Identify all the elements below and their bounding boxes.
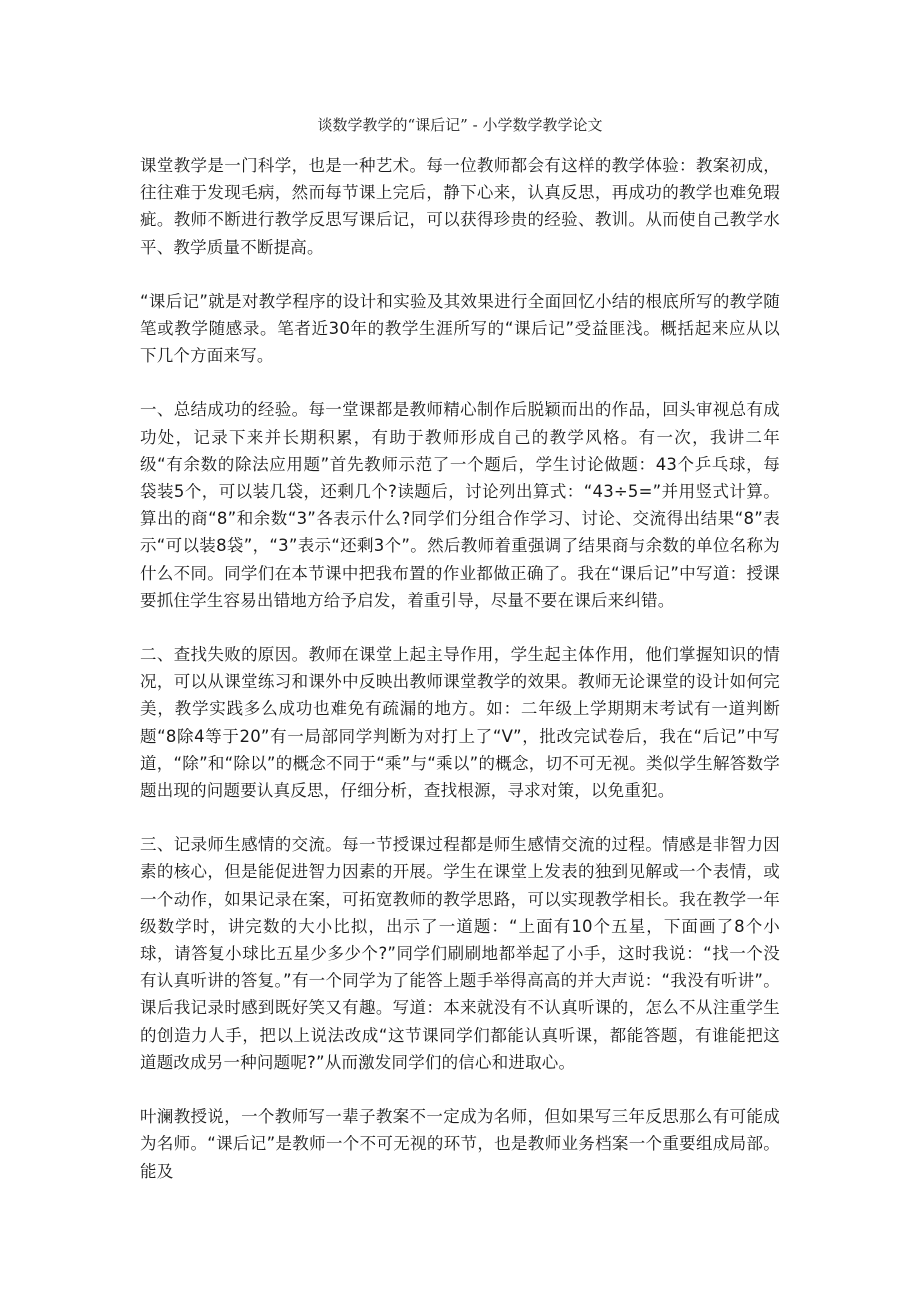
paragraph-intro: 课堂教学是一门科学，也是一种艺术。每一位教师都会有这样的教学体验：教案初成，往往难于发现毛病，然而每节课上完后，静下心来，认真反思，再成功的教学也难免瑕疵。教师不断进行教学反思写课后记，可以获得珍贵的经验、教训。从而使自己教学水平、教学质量不断提高。 [140,156,780,257]
paragraph-conclusion: 叶澜教授说，一个教师写一辈子教案不一定成为名师，但如果写三年反思那么有可能成为名师。“课后记”是教师一个不可无视的环节，也是教师业务档案一个重要组成局部。能及 [140,1107,780,1181]
paragraph-section-2: 二、查找失败的原因。教师在课堂上起主导作用，学生起主体作用，他们掌握知识的情况，可以从课堂练习和课外中反映出教师课堂教学的效果。教师无论课堂的设计如何完美，教学实践多么成功也难免有疏漏的地方。如：二年级上学期期末考试有一道判断题“8除4等于20”有一局部同学判断为对打上了“V”，批改完试卷后，我在“后记”中写道，“除”和“除以”的概念不同于“乘”与“乘以”的概念，切不可无视。类似学生解答数学题出现的问题要认真反思，仔细分析，查找根源，寻求对策，以免重犯。 [140,645,780,801]
document-title: 谈数学教学的“课后记” - 小学数学教学论文 [317,116,603,134]
paragraph-definition: “课后记”就是对教学程序的设计和实验及其效果进行全面回忆小结的根底所写的教学随笔或教学随感录。笔者近30年的教学生涯所写的“课后记”受益匪浅。概括起来应从以下几个方面来写。 [140,291,780,366]
paragraph-section-3: 三、记录师生感情的交流。每一节授课过程都是师生感情交流的过程。情感是非智力因素的核心，但是能促进智力因素的开展。学生在课堂上发表的独到见解或一个表情，或一个动作，如果记录在案，可拓宽教师的教学思路，可以实现教学相长。我在教学一年级数学时，讲完数的大小比拟，出示了一道题：“上面有10个五星，下面画了8个小球，请答复小球比五星少多少个?”同学们刷刷地都举起了小手，这时我说：“找一个没有认真听讲的答复。”有一个同学为了能答上题手举得高高的并大声说：“我没有听讲”。课后我记录时感到既好笑又有趣。写道：本来就没有不认真听课的，怎么不从注重学生的创造力人手，把以上说法改成“这节课同学们都能认真听课，都能答题，有谁能把这道题改成另一种问题呢?”从而激发同学们的信心和进取心。 [140,835,780,1072]
document-body [140,152,780,1212]
paragraph-section-1: 一、总结成功的经验。每一堂课都是教师精心制作后脱颖而出的作品，回头审视总有成功处，记录下来并长期积累，有助于教师形成自己的教学风格。有一次，我讲二年级“有余数的除法应用题”首先教师示范了一个题后，学生讨论做题：43个乒乓球，每袋装5个，可以装几袋，还剩几个?读题后，讨论列出算式：“43÷5=”并用竖式计算。算出的商“8”和余数“3”各表示什么?同学们分组合作学习、讨论、交流得出结果“8”表示“可以装8袋”，“3”表示“还剩3个”。然后教师着重强调了结果商与余数的单位名称为什么不同。同学们在本节课中把我布置的作业都做正确了。我在“课后记”中写道：授课要抓住学生容易出错地方给予启发，着重引导，尽量不要在课后来纠错。 [140,400,780,610]
